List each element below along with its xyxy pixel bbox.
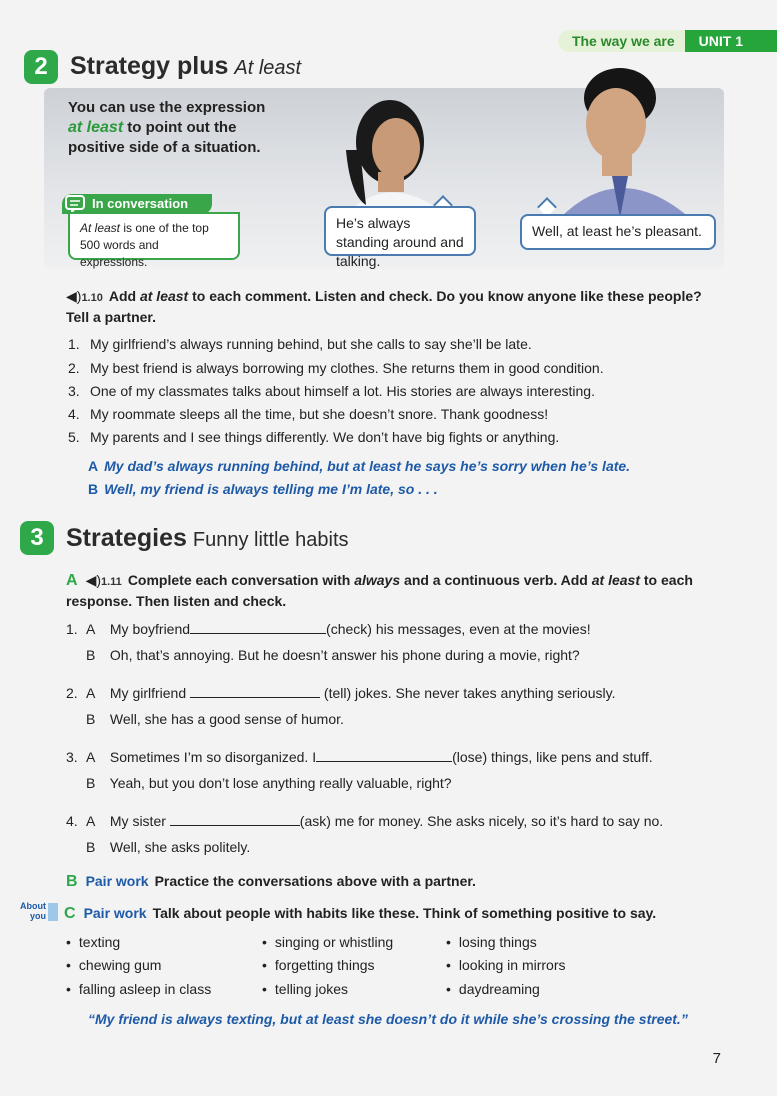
answer-blank[interactable] [170,814,300,826]
speech-bubble-woman: He’s always standing around and talking. [324,206,476,256]
unit-name: The way we are [558,30,685,52]
strategy-line-3: positive side of a situation. [68,139,261,156]
man-photo [560,58,690,218]
part-letter: B [66,873,78,890]
instruction-text: Talk about people with habits like these. Think of something positive to say. [152,905,657,921]
in-conversation-tag: In conversation [62,194,212,214]
instruction-emphasis: at least [139,288,189,304]
line-text: My sister [109,813,166,829]
section-title-text: Strategies [66,524,187,552]
list-item: 2. My best friend is always borrowing my clothes. She returns them in good condition. [68,360,604,376]
speaker-label: A [86,749,96,765]
list-item: 5. My parents and I see things differently. We don’t have big fights or anything. [68,429,560,445]
speaker-label: A [86,621,96,637]
audio-track-number: 1.11 [101,576,122,588]
line-text: (check) his messages, even at the movies! [326,621,591,637]
section-subtitle: At least [234,57,302,79]
exercise-3a-instruction [66,571,706,611]
line-text: (lose) things, like pens and stuff. [452,749,653,765]
note-term: At least [80,221,121,235]
conversation-4-a [66,813,663,829]
about-you-label [16,901,46,921]
speaker-label: A [88,458,99,474]
section-number-badge: 2 [24,50,58,84]
strategy-line-2: to point out the [123,119,237,136]
about-you-line-1: About [20,901,46,911]
conversation-3-a [66,749,653,765]
item-number: 2. [66,685,78,701]
habit-item: • forgetting things [262,957,375,973]
instruction-emphasis: at least [591,572,640,588]
strategy-explanation [68,98,268,158]
exercise-2-instruction [66,287,706,327]
about-you-marker [48,903,58,921]
instruction-part-1: Complete each conversation with [127,572,355,588]
instruction-part-3: to each response. Then listen and check. [66,572,693,609]
example-text: My dad’s always running behind, but at least he says he’s sorry when he’s late. [104,458,631,474]
instruction-emphasis: always [354,572,401,588]
conversation-2-b [86,711,344,727]
habit-item: • looking in mirrors [446,957,566,973]
section-title [66,524,349,553]
speaker-label: B [86,711,96,727]
line-text: Well, she asks politely. [109,839,251,855]
line-text: (tell) jokes. She never takes anything seriously. [323,685,616,701]
about-you-line-2: you [29,911,46,921]
note-text: is one of the top 500 words and expressions. [80,221,209,269]
exercise-3b-instruction [66,872,476,891]
section-subtitle: Funny little habits [192,529,349,551]
part-letter: C [64,905,76,922]
list-item-text: One of my classmates talks about himself a lot. His stories are always interesting. [90,383,595,399]
answer-blank[interactable] [190,686,320,698]
line-text: Oh, that’s annoying. But he doesn’t answer his phone during a movie, right? [109,647,580,663]
instruction-part-1: Add [108,288,140,304]
audio-icon[interactable]: ◀) [66,288,82,304]
unit-header-tab [558,30,777,52]
speech-bubble-man: Well, at least he’s pleasant. [520,214,716,250]
conversation-4-b [86,839,250,855]
section-number-badge: 3 [20,521,54,555]
list-item: 3. One of my classmates talks about himself a lot. His stories are always interesting. [68,383,595,399]
page-number: 7 [712,1050,721,1067]
list-item: 4. My roommate sleeps all the time, but she doesn’t snore. Thank goodness! [68,406,549,422]
line-text: Yeah, but you don’t lose anything really valuable, right? [109,775,452,791]
line-text: (ask) me for money. She asks nicely, so it’s hard to say no. [299,813,664,829]
strategy-line-1: You can use the expression [68,99,266,116]
list-item: 1. My girlfriend’s always running behind, but she calls to say she’ll be late. [68,336,532,352]
answer-blank[interactable] [190,622,326,634]
habit-item: • losing things [446,934,537,950]
speaker-label: B [88,481,99,497]
exercise-3c-instruction [64,904,656,923]
item-number: 3. [66,749,78,765]
habit-item: • telling jokes [262,981,348,997]
list-item-text: My best friend is always borrowing my clothes. She returns them in good condition. [90,360,604,376]
list-item-text: My roommate sleeps all the time, but she doesn’t snore. Thank goodness! [90,406,549,422]
instruction-text: Practice the conversations above with a partner. [154,873,476,889]
habit-item: • chewing gum [66,957,161,973]
line-text: My boyfriend [109,621,191,637]
part-letter: A [66,572,78,589]
speaker-label: B [86,839,96,855]
speaker-label: A [86,685,96,701]
woman-photo [320,80,460,210]
audio-icon[interactable]: ◀) [85,572,101,588]
item-number: 1. [66,621,78,637]
pair-work-label: Pair work [83,905,147,921]
strategy-highlight: at least [68,119,124,136]
conversation-3-b [86,775,452,791]
habit-item: • singing or whistling [262,934,393,950]
item-number: 4. [66,813,78,829]
line-text: Sometimes I’m so disorganized. I [109,749,317,765]
example-b [88,481,438,497]
instruction-part-2: to each comment. Listen and check. Do you know anyone like these people? Tell a partner. [66,288,702,325]
habit-item: • texting [66,934,120,950]
conversation-1-b [86,647,580,663]
conversation-1-a [66,621,591,637]
line-text: Well, she has a good sense of humor. [109,711,344,727]
list-item-text: My parents and I see things differently. We don’t have big fights or anything. [90,429,560,445]
answer-blank[interactable] [316,750,452,762]
list-item-text: My girlfriend’s always running behind, but she calls to say she’ll be late. [90,336,532,352]
habit-item: • daydreaming [446,981,540,997]
section-title-text: Strategy plus [70,52,229,80]
habit-item: • falling asleep in class [66,981,211,997]
example-text: Well, my friend is always telling me I’m late, so . . . [104,481,438,497]
example-quote: “My friend is always texting, but at least she doesn’t do it while she’s crossing the street.” [88,1011,688,1027]
pair-work-label: Pair work [85,873,149,889]
speaker-label: B [86,775,96,791]
speaker-label: B [86,647,96,663]
example-a [88,458,630,474]
conversation-2-a [66,685,615,701]
speaker-label: A [86,813,96,829]
section-title [70,52,301,81]
instruction-part-2: and a continuous verb. Add [400,572,592,588]
line-text: My girlfriend [109,685,187,701]
in-conversation-note [68,212,240,269]
audio-track-number: 1.10 [81,292,103,304]
unit-number: UNIT 1 [685,30,777,52]
